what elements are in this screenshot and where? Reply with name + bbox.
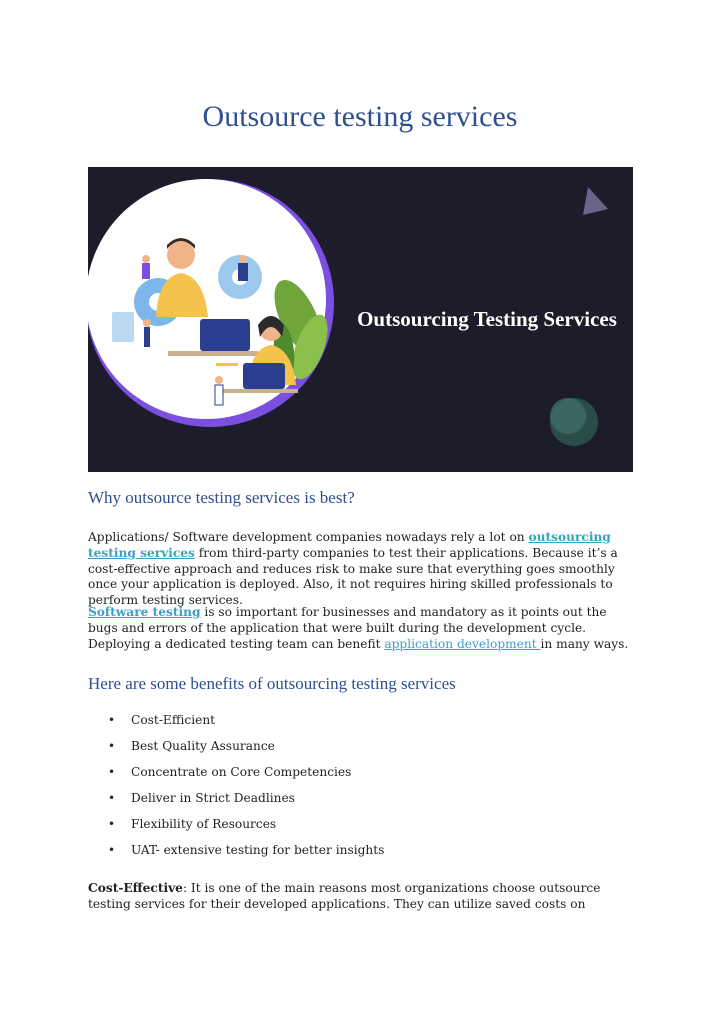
- runner-figure: [238, 263, 248, 281]
- list-item: • UAT- extensive testing for better insights: [108, 843, 385, 857]
- paragraph-intro: Applications/ Software development companies nowadays rely a lot on outsourcing testing services from third-party companies to test their applications. Because it’s a cost-effective approach and reduces risk to make sure that everything goes smoothly once your application is deployed. Also, it not requires hiring skilled professionals to perform testing services.: [88, 530, 618, 608]
- small-figure: [144, 327, 150, 347]
- list-item: • Flexibility of Resources: [108, 817, 277, 831]
- section-heading-why: Why outsource testing services is best?: [88, 488, 355, 507]
- hero-banner: [88, 167, 633, 472]
- hero-heading: Outsourcing Testing Services: [357, 307, 617, 331]
- bullet-icon: •: [108, 817, 116, 831]
- small-figure: [215, 385, 223, 405]
- application-development-link[interactable]: application development: [384, 636, 541, 651]
- cost-effective-label: Cost-Effective: [88, 881, 183, 895]
- benefits-list: [88, 711, 384, 867]
- laptop-icon: [200, 319, 250, 351]
- man-head: [167, 241, 195, 269]
- section-heading-benefits: Here are some benefits of outsourcing testing services: [88, 674, 456, 693]
- list-item: • Best Quality Assurance: [108, 739, 275, 753]
- small-figure: [142, 263, 150, 279]
- list-item: • Concentrate on Core Competencies: [108, 765, 352, 779]
- document-icon: [112, 312, 134, 342]
- bullet-icon: •: [108, 765, 116, 779]
- bullet-icon: •: [108, 713, 116, 727]
- laptop-icon: [243, 363, 285, 389]
- list-item: • Cost-Efficient: [108, 713, 216, 727]
- paragraph-cost-effective: Cost-Effective: It is one of the main reasons most organizations choose outsource testing services for their developed applications. They can utilize saved costs on: [88, 881, 601, 911]
- page-title: Outsource testing services: [202, 100, 518, 133]
- bullet-icon: •: [108, 739, 116, 753]
- list-item: • Deliver in Strict Deadlines: [108, 791, 295, 805]
- software-testing-link[interactable]: Software testing: [88, 605, 201, 619]
- paragraph-software-testing: Software testing is so important for businesses and mandatory as it points out the bugs and errors of the application that were built during the development cycle. Deploying a dedicated testing team can benefit application development in many ways.: [88, 605, 629, 651]
- outsourcing-testing-link[interactable]: outsourcing testing services: [88, 530, 611, 560]
- triangle-decoration: [583, 187, 608, 215]
- bullet-icon: •: [108, 791, 116, 805]
- bullet-icon: •: [108, 843, 116, 857]
